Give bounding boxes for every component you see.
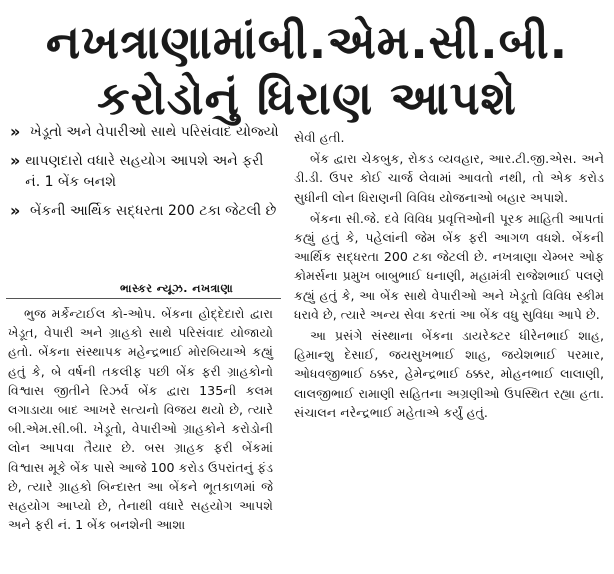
headline-line-1: નખત્રાણામાંબી.એમ.સી.બી. — [45, 15, 569, 69]
divider — [6, 298, 281, 299]
byline: ભાસ્કર ન્યૂઝ. નખત્રાણા — [120, 282, 234, 295]
headline-line-2: કરોડોનું ધિરાણ આપશે — [97, 71, 517, 125]
bullet-text: થાપણદારો વધારે સહયોગ આપશે અને ફરી નં. 1 બેંક બનશે — [25, 153, 264, 190]
bullet-list — [10, 122, 280, 230]
article-paragraph: બેંકના સી.જે. દવે વિવિધ પ્રવૃત્તિઓની પૂરક માહિતી આપતાં કહ્યું હતું કે, પહેલાંની જેમ બેંક ફરી આગળ વધશે. બેંકની આર્થિક સદ્ધરતા 200 ટકા જેટલી છે. નખત્રાણા ચેમ્બર ઓફ કોમર્સના પ્રમુખ બાબુભાઈ ધનાણી, મહામંત્રી રાજેશભાઈ પલણે કહ્યું હતું કે, આ બેંક સાથે વેપારીઓ અને ખેડૂતો વિવિધ સ્કીમ ધરાવે છે, ત્યારે અન્ય સેવા કરતાં આ બેંક વધુ સુવિધા આપે છે. — [294, 210, 604, 322]
article-paragraph: ભુજ મર્કેન્ટાઈલ કો-ઓપ. બેંકના હોદ્દેદારો દ્વારા ખેડૂત, વેપારી અને ગ્રાહકો સાથે પરિસંવાદ યોજાયો હતો. બેંકના સંસ્થાપક મહેન્દ્રભાઈ મોરબિયાએ કહ્યું હતું કે, બે વર્ષની તકલીફ પછી બેંક ફરી ગ્રાહકોનો વિશ્વાસ જીતીને રિઝર્વ બેંક દ્વારા 135ની કલમ લગાડાયા બાદ આખરે સત્યનો વિજય થયો છે, ત્યારે બી.એમ.સી.બી. ખેડૂતો, વેપારીઓ ગ્રાહકોને કરોડોની લોન આપવા તૈયાર છે. બસ ગ્રાહક ફરી બેંકમાં વિશ્વાસ મૂકે બેંક પાસે આજે 100 કરોડ ઉપરાંતનું ફંડ છે, ત્યારે ગ્રાહકો બિન્દાસ્ત આ બેંકને ભૂતકાળમાં જે સહયોગ આપ્યો છે, તેનાથી વધારે સહયોગ આપશે અને ફરી નં. 1 બેંક બનશેની આશા — [8, 306, 273, 533]
bullet-item — [10, 122, 280, 143]
bullet-item — [10, 151, 280, 193]
article-left-column — [8, 304, 273, 536]
chevron-right-icon: » — [10, 151, 21, 170]
bullet-text: ખેડૂતો અને વેપારીઓ સાથે પરિસંવાદ યોજ્યો — [30, 124, 279, 140]
chevron-right-icon: » — [10, 201, 21, 220]
bullet-item — [10, 201, 280, 222]
bullet-text: બેંકની આર્થિક સદ્ધરતા 200 ટકા જેટલી છે — [30, 203, 277, 219]
article-paragraph: સેવી હતી. — [294, 130, 345, 145]
chevron-right-icon: » — [10, 122, 21, 141]
article-paragraph: બેંક દ્વારા ચેકબુક, રોકડ વ્યવહાર, આર.ટી.જી.એસ. અને ડી.ડી. ઉપર કોઈ ચાર્જ લેવામાં આવતો નથી, તો એક કરોડ સુધીની લોન ધિરાણની વિવિધ યોજનાઓ બહાર અપાશે. — [294, 151, 604, 205]
article-right-column — [294, 128, 604, 424]
article-paragraph: આ પ્રસંગે સંસ્થાના બેંકના ડાયરેક્ટર ધીરેનભાઈ શાહ, હિમાન્શુ દેસાઈ, જયસુખભાઈ શાહ, જયેશભાઈ પરમાર, ઓધવજીભાઈ ઠક્કર, હેમેન્દ્રભાઈ ઠક્કર, મોહનભાઈ લાલાણી, લાલજીભાઈ રામાણી સહિતના અગ્રણીઓ ઉપસ્થિત રહ્યા હતા. સંચાલન નરેન્દ્રભાઈ મહેતાએ કર્યું હતું. — [294, 328, 604, 420]
